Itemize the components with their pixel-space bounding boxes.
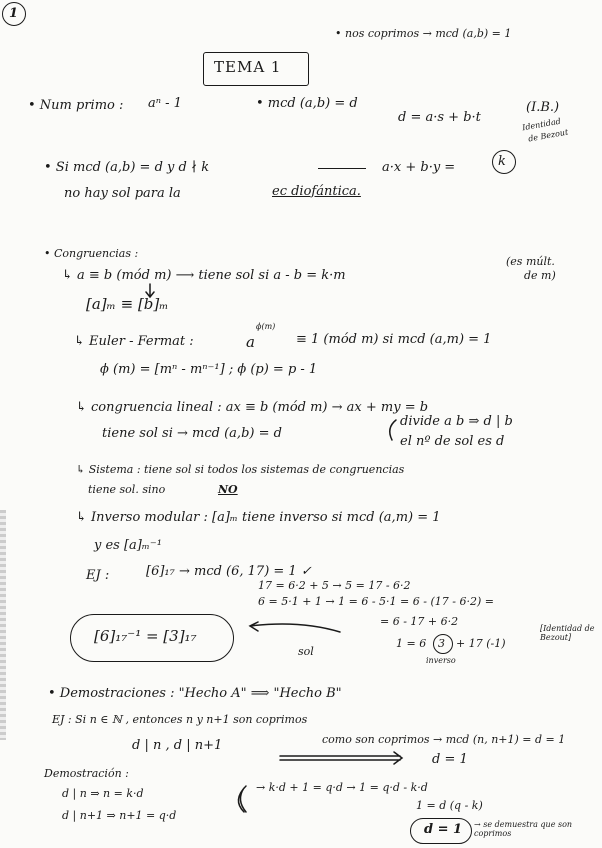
inverse-rule: ↳ Inverso modular : [a]ₘ tiene inverso si mcd (a,m) = 1: [76, 510, 441, 525]
system-rule: ↳ Sistema : tiene sol si todos los sistemas de congruencias: [76, 463, 405, 476]
coprimos-note: • nos coprimos → mcd (a,b) = 1: [335, 27, 512, 40]
linear-divides: divide a b ⇒ d | b: [400, 414, 513, 429]
phi-definition: ϕ (m) = [mⁿ - mⁿ⁻¹] ; ϕ (p) = p - 1: [100, 362, 318, 377]
congruence-class: [a]ₘ ≡ [b]ₘ: [86, 295, 169, 313]
demos-combine: → k·d + 1 = q·d → 1 = q·d - k·d: [256, 781, 428, 794]
euclid-step-3: = 6 - 17 + 6·2: [380, 615, 459, 628]
example-mcd: [6]₁₇ → mcd (6, 17) = 1 ✓: [146, 564, 312, 579]
congruence-rule: ↳ a ≡ b (mód m) ⟶ tiene sol si a - b = k·m: [62, 268, 346, 283]
demos-example: EJ : Si n ∈ ℕ , entonces n y n+1 son coprimos: [52, 713, 308, 726]
euler-exponent: ϕ(m): [256, 322, 276, 331]
bezout-tag: (I.B.): [526, 100, 560, 115]
bezout-identity-note: [Identidad de Bezout]: [540, 624, 595, 642]
linear-num-solutions: el nº de sol es d: [400, 434, 505, 449]
euclid-step-2: 6 = 5·1 + 1 → 1 = 6 - 5·1 = 6 - (17 - 6·2) =: [258, 595, 494, 608]
combine-brace: [238, 786, 246, 812]
bezout-note-2: de Bezout: [527, 127, 569, 144]
num-primo-label: • Num primo :: [28, 98, 124, 113]
page-title: TEMA 1: [214, 58, 282, 76]
demos-dn: d | n ⇒ n = k·d: [62, 787, 144, 800]
congruence-note-1: (es múlt.: [506, 255, 555, 268]
congruences-heading: • Congruencias :: [44, 247, 139, 260]
branch-brace: [390, 420, 396, 440]
demos-final-note: → se demuestra que son coprimos: [474, 820, 573, 838]
linear-condition: tiene sol si → mcd (a,b) = d: [102, 426, 282, 441]
diophantine-term: ec diofántica.: [272, 184, 361, 199]
linear-congruence: ↳ congruencia lineal : ax ≡ b (mód m) → ax + my = b: [76, 400, 429, 415]
inverse-notation: y es [a]ₘ⁻¹: [94, 538, 162, 553]
diophantine-equation: a·x + b·y =: [382, 160, 456, 175]
demos-dn1: d | n+1 ⇒ n+1 = q·d: [62, 809, 177, 822]
diophantine-line2: no hay sol para la: [64, 186, 181, 201]
demos-d-equals: d = 1: [432, 752, 468, 767]
num-primo-expr: aⁿ - 1: [148, 96, 182, 111]
mcd-expr: • mcd (a,b) = d: [256, 96, 358, 111]
bezout-equation: d = a·s + b·t: [398, 110, 481, 125]
bezout-result-a: 1 = 6: [396, 637, 427, 650]
euler-base: a: [246, 333, 255, 351]
congruence-note-2: de m): [524, 269, 556, 282]
demos-proof-label: Demostración :: [44, 767, 129, 780]
euler-label: ↳ Euler - Fermat :: [74, 334, 194, 349]
demos-final: d = 1: [424, 822, 463, 837]
demos-heading: • Demostraciones : "Hecho A" ⟹ "Hecho B": [48, 686, 342, 701]
example-label: EJ :: [86, 568, 110, 583]
euclid-step-1: 17 = 6·2 + 5 → 5 = 17 - 6·2: [258, 579, 411, 592]
bezout-result-b: + 17 (-1): [456, 637, 506, 650]
demos-divisors: d | n , d | n+1: [132, 738, 223, 753]
diophantine-line1: • Si mcd (a,b) = d y d ∤ k: [44, 160, 210, 175]
page-number: 1: [9, 6, 19, 21]
down-arrow: [146, 284, 154, 297]
demos-coprime: como son coprimos → mcd (n, n+1) = d = 1: [322, 733, 566, 746]
bezout-note-1: Identidad: [521, 116, 562, 133]
demos-factor: 1 = d (q - k): [416, 799, 483, 812]
inverse-note: inverso: [426, 656, 456, 665]
system-else: tiene sol. sino: [88, 483, 166, 496]
diophantine-k: k: [498, 154, 506, 169]
double-arrow: [280, 752, 402, 764]
sol-arrow: [250, 622, 340, 632]
inverse-result: [6]₁₇⁻¹ = [3]₁₇: [94, 627, 197, 645]
bezout-result-circled: 3: [438, 637, 445, 650]
system-no: NO: [218, 483, 238, 496]
sol-label: sol: [298, 645, 314, 658]
euler-rule: ≡ 1 (mód m) si mcd (a,m) = 1: [296, 332, 492, 347]
